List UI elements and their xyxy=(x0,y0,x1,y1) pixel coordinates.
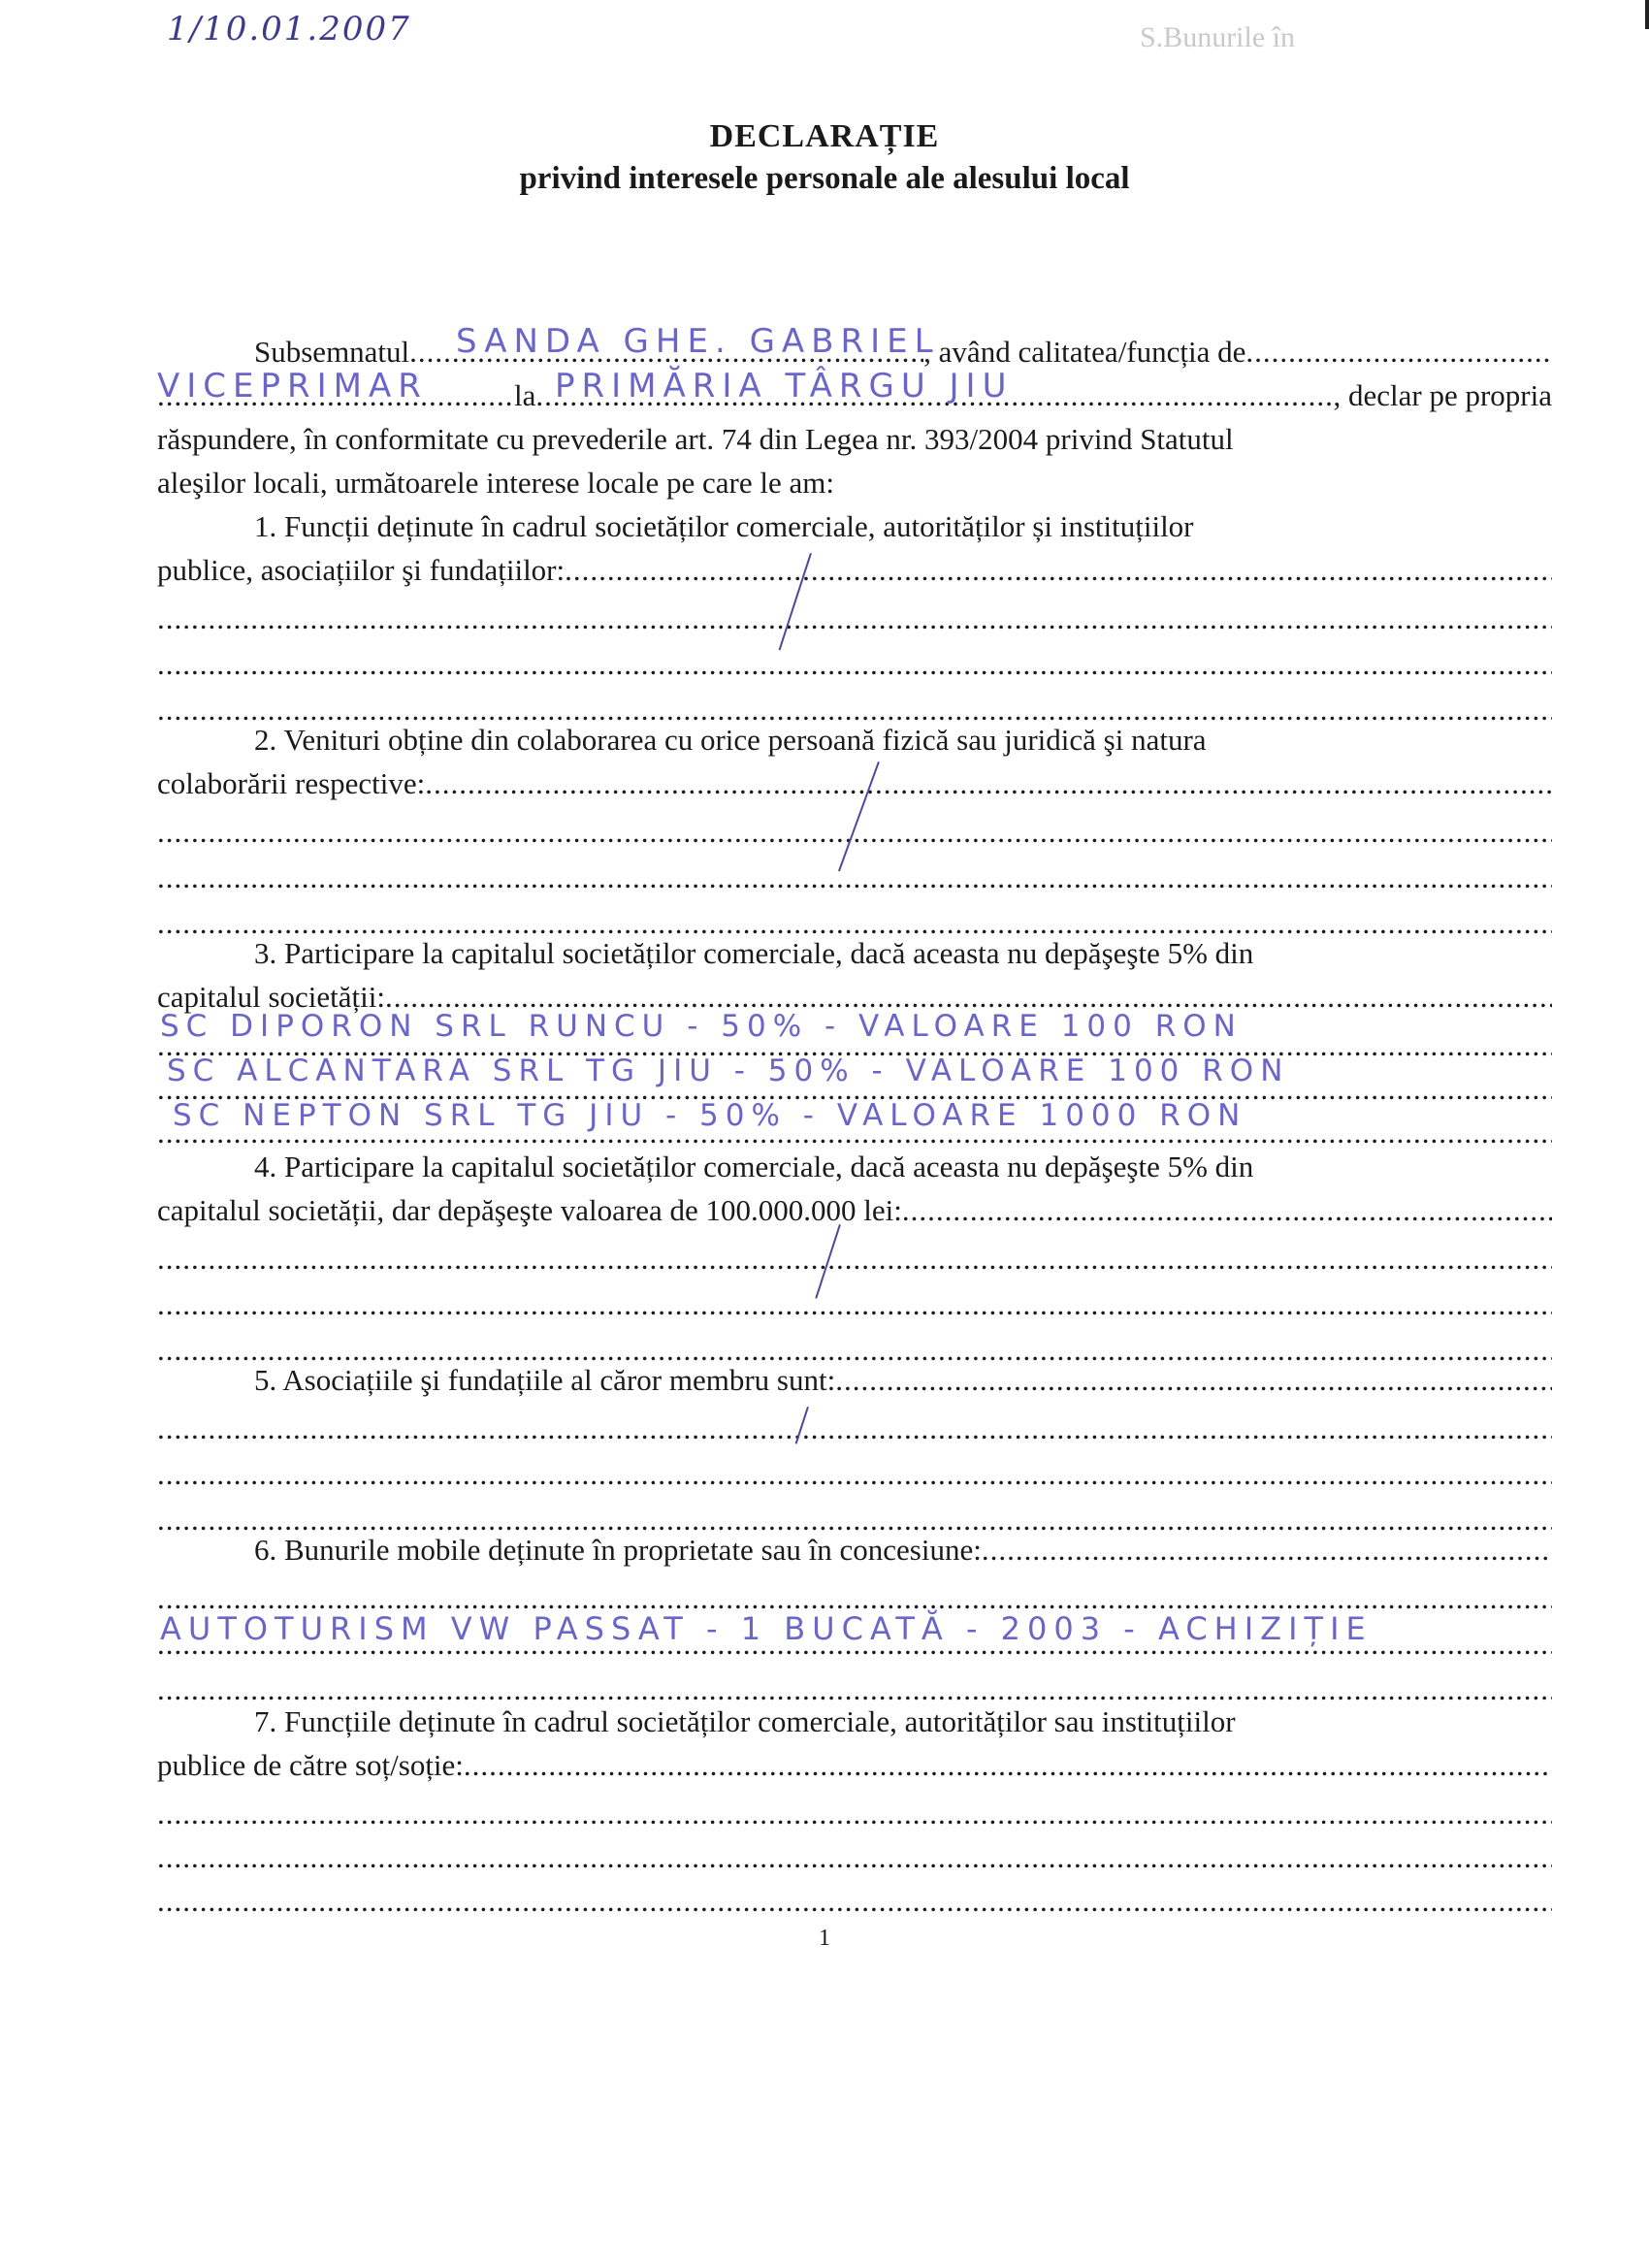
function-field-dots xyxy=(1245,335,1552,370)
blank-line xyxy=(157,909,1552,938)
blank-line xyxy=(157,696,1552,725)
subsemnatul-label: Subsemnatul xyxy=(254,335,410,369)
blank-line xyxy=(157,1843,1552,1872)
section-6-line-1 xyxy=(254,1533,1552,1568)
la-label: la xyxy=(514,378,536,412)
shareholding-entry-2: SC ALCANTARA SRL TG JIU - 50% - VALOARE 100 RON xyxy=(167,1053,1290,1088)
handwritten-name: SANDA GHE. GABRIEL xyxy=(456,322,940,361)
intro-line-3: răspundere, în conformitate cu prevederile art. 74 din Legea nr. 393/2004 privind Statutul xyxy=(157,422,1234,456)
blank-line xyxy=(157,650,1552,679)
handwritten-institution: PRIMĂRIA TÂRGU JIU xyxy=(555,367,1014,405)
section-7-line-1: 7. Funcțiile deținute în cadrul societăților comerciale, autorităților sau instituțiilor xyxy=(254,1704,1236,1738)
section-4-line-2 xyxy=(157,1193,1552,1228)
intro-line-4: aleşilor locali, următoarele interese locale pe care le am: xyxy=(157,466,834,500)
blank-line xyxy=(157,1506,1552,1535)
section-6-field xyxy=(982,1533,1552,1568)
handwritten-function: VICEPRIMAR xyxy=(157,367,428,405)
blank-line xyxy=(157,1336,1552,1365)
blank-line xyxy=(157,863,1552,892)
avand-label: , având calitatea/funcția de xyxy=(923,335,1246,369)
entry-line xyxy=(157,1675,1552,1704)
shareholding-entry-1: SC DIPORON SRL RUNCU - 50% - VALOARE 100 RON xyxy=(160,1009,1243,1044)
scan-edge xyxy=(1645,0,1649,29)
section-4-label: capitalul societății, dar depăşeşte valoarea de 100.000.000 lei: xyxy=(157,1193,902,1227)
section-1-label: publice, asociațiilor şi fundațiilor: xyxy=(157,553,566,587)
blank-line xyxy=(157,1245,1552,1274)
section-1-line-1: 1. Funcții deținute în cadrul societăților comerciale, autorităților și instituțiilor xyxy=(254,509,1194,543)
section-5-field xyxy=(835,1363,1552,1398)
bleed-through-text: S.Bunurile în xyxy=(1140,21,1296,53)
section-2-line-2 xyxy=(157,766,1552,801)
section-2-label: colaborării respective: xyxy=(157,766,426,800)
document-title: DECLARAȚIE xyxy=(709,118,940,154)
section-2-field xyxy=(425,766,1552,801)
section-3-label: capitalul societății: xyxy=(157,980,385,1014)
entry-line xyxy=(157,1584,1552,1613)
section-6-label: 6. Bunurile mobile deținute în proprietate sau în concesiune: xyxy=(254,1533,982,1567)
section-7-line-2 xyxy=(157,1748,1552,1783)
section-5-label: 5. Asociațiile şi fundațiile al căror membru sunt: xyxy=(254,1363,836,1397)
movable-asset-entry: AUTOTURISM VW PASSAT - 1 BUCATĂ - 2003 - ACHIZIȚIE xyxy=(160,1610,1373,1647)
blank-line xyxy=(157,604,1552,633)
blank-line xyxy=(157,1290,1552,1319)
section-5-line-1 xyxy=(254,1363,1552,1398)
blank-line xyxy=(157,1414,1552,1443)
section-3-line-1: 3. Participare la capitalul societăților comerciale, dacă aceasta nu depăşeşte 5% din xyxy=(254,936,1254,970)
section-4-field xyxy=(902,1193,1552,1228)
blank-line xyxy=(157,1460,1552,1489)
section-2-line-1: 2. Venituri obține din colaborarea cu orice persoană fizică sau juridică şi natura xyxy=(254,723,1207,757)
blank-line xyxy=(157,1887,1552,1916)
section-7-label: publice de către soț/soție: xyxy=(157,1748,464,1782)
section-7-field xyxy=(464,1748,1552,1783)
declar-label: , declar pe propria xyxy=(1333,378,1552,412)
section-1-field xyxy=(565,553,1552,588)
document-subtitle: privind interesele personale ale alesului local xyxy=(519,161,1130,196)
section-1-line-2 xyxy=(157,553,1552,588)
handwritten-date: 1/10.01.2007 xyxy=(167,10,411,49)
blank-line xyxy=(157,1799,1552,1829)
section-4-line-1: 4. Participare la capitalul societăților comerciale, dacă aceasta nu depăşeşte 5% din xyxy=(254,1150,1254,1183)
page-number: 1 xyxy=(819,1926,830,1951)
shareholding-entry-3: SC NEPTON SRL TG JIU - 50% - VALOARE 1000 RON xyxy=(173,1098,1247,1133)
